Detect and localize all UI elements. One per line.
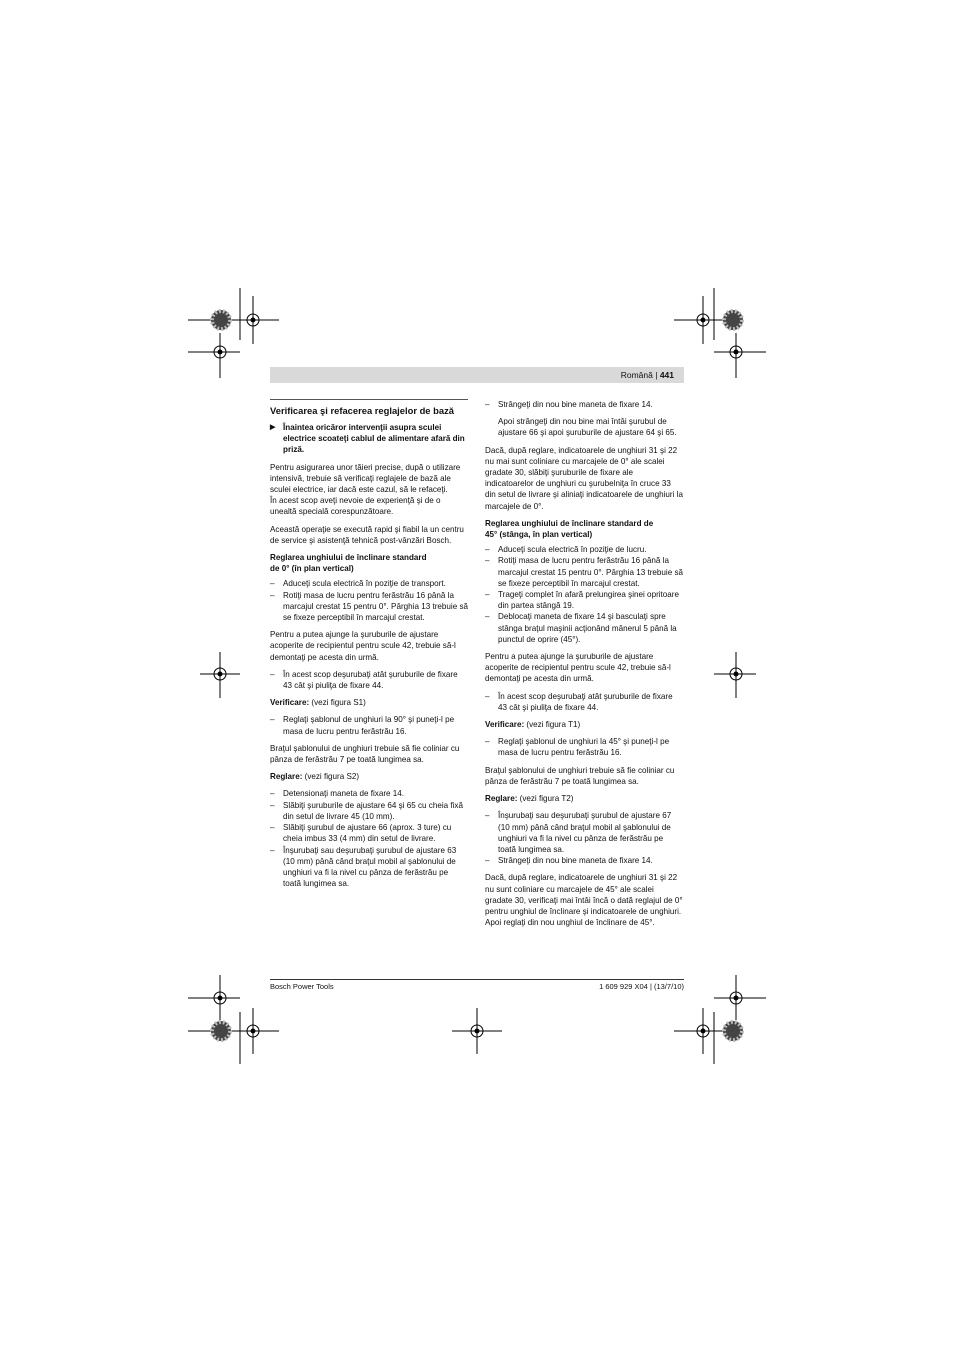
figure-ref: (vezi figura T2) bbox=[519, 794, 574, 804]
dash-bullet: – bbox=[485, 556, 490, 566]
step-list bbox=[270, 669, 468, 691]
header-language: Română bbox=[620, 370, 653, 380]
step-list bbox=[485, 399, 683, 410]
list-item-text: Înşurubaţi sau deşurubaţi şurubul de ajustare 67 (10 mm) până când braţul mobil al şablonului de unghiuri va fi la nivel cu pânza de ferăstrău pe toată lungimea sa. bbox=[498, 811, 672, 854]
figure-ref: (vezi figura T1) bbox=[526, 720, 581, 730]
list-item-text: Slăbiţi şuruburile de ajustare 64 şi 65 cu cheia fixă din setul de livrare 45 (10 mm). bbox=[283, 800, 463, 821]
list-item bbox=[270, 788, 468, 799]
step-continuation: Apoi strângeţi din nou bine mai întâi şurubul de ajustare 66 şi apoi şuruburile de ajustare 64 şi 65. bbox=[498, 417, 677, 438]
list-item-text: Strângeţi din nou bine maneta de fixare 14. bbox=[498, 856, 653, 866]
footer-doc-id: 1 609 929 X04 | (13/7/10) bbox=[599, 982, 684, 991]
dash-bullet: – bbox=[485, 545, 490, 555]
paragraph: Pentru a putea ajunge la şuruburile de ajustare acoperite de recipientul pentru scule 42, trebuie să-l demontaţi pe acesta din urmă. bbox=[270, 630, 456, 662]
step-list bbox=[485, 810, 683, 866]
list-item bbox=[270, 669, 468, 691]
paragraph: Pentru a putea ajunge la şuruburile de ajustare acoperite de recipientul pentru scule 42, trebuie să-l demontaţi pe acesta din urmă. bbox=[485, 652, 671, 684]
dash-bullet: – bbox=[270, 800, 275, 810]
list-item-text: Aduceţi scula electrică în poziţie de transport. bbox=[283, 579, 446, 589]
step-list bbox=[485, 736, 683, 758]
list-item-text: Detensionaţi maneta de fixare 14. bbox=[283, 789, 405, 799]
subsection-title bbox=[485, 518, 683, 540]
list-item bbox=[485, 855, 683, 866]
dash-bullet: – bbox=[485, 737, 490, 747]
paragraph: Braţul şablonului de unghiuri trebuie să fie coliniar cu pânza de ferăstrău 7 pe toată lungimea sa. bbox=[270, 743, 460, 765]
dash-bullet: – bbox=[270, 579, 275, 589]
step-list bbox=[485, 544, 683, 645]
list-item bbox=[485, 589, 683, 611]
list-item bbox=[270, 578, 468, 589]
page-number: 441 bbox=[659, 370, 674, 380]
subsection-title-line: 45° (stânga, în plan vertical) bbox=[485, 530, 593, 540]
header-separator: | bbox=[655, 370, 658, 380]
step-list bbox=[270, 578, 468, 623]
warning-list bbox=[270, 422, 468, 456]
subsection-title-line: Reglarea unghiului de înclinare standard de bbox=[485, 518, 654, 528]
list-item bbox=[485, 399, 683, 410]
step-list bbox=[485, 691, 683, 713]
dash-bullet: – bbox=[485, 856, 490, 866]
left-column bbox=[270, 399, 468, 895]
list-item bbox=[270, 822, 468, 844]
subsection-title-line: Reglarea unghiului de înclinare standard bbox=[270, 553, 427, 563]
dash-bullet: – bbox=[270, 789, 275, 799]
list-item-text: În acest scop deşurubaţi atât şuruburile de fixare 43 cât şi piuliţa de fixare 44. bbox=[498, 691, 673, 712]
list-item bbox=[270, 845, 468, 890]
column-rule bbox=[270, 399, 468, 400]
list-item-text: Rotiţi masa de lucru pentru ferăstrău 16 până la marcajul crestat 15 pentru 0°. Pârghia 13 trebuie să se fixeze perceptibil în marcajul crestat. bbox=[498, 556, 683, 588]
list-item-text: Înşurubaţi sau deşurubaţi şurubul de ajustare 63 (10 mm) până când braţul mobil al şablonului de unghiuri va fi la nivel cu pânza de ferăstrău pe toată lungimea sa. bbox=[283, 845, 457, 889]
list-item-text: Reglaţi şablonul de unghiuri la 45° şi puneţi-l pe masa de lucru pentru ferăstrău 16. bbox=[498, 737, 670, 758]
paragraph bbox=[270, 462, 468, 518]
label-verificare: Verificare: bbox=[270, 698, 310, 708]
paragraph: Dacă, după reglare, indicatoarele de unghiuri 31 şi 22 nu sunt coliniare cu marcajele de 45° ale scalei gradate 30, verificaţi mai întâi încă o dată reglajul de 0° pentru unghiul de înclinare şi indicatoarele de unghiuri. Apoi reglaţi din nou unghiul de înclinare de 45°. bbox=[485, 873, 683, 928]
list-item-text: Reglaţi şablonul de unghiuri la 90° şi puneţi-l pe masa de lucru pentru ferăstrău 16. bbox=[283, 715, 455, 736]
list-item-text: Slăbiţi şurubul de ajustare 66 (aprox. 3 ture) cu cheia imbus 33 (4 mm) din setul de livrare. bbox=[283, 823, 452, 844]
paragraph-text: În acest scop aveţi nevoie de experienţă şi de o unealtă specială corespunzătoare. bbox=[270, 496, 441, 517]
paragraph bbox=[485, 793, 683, 804]
list-item bbox=[485, 810, 683, 855]
paragraph-text: Pentru asigurarea unor tăieri precise, după o utilizare intensivă, trebuie să verificaţi reglajele de bază ale sculei electrice, iar dacă este cazul, să le refaceţi. bbox=[270, 462, 461, 495]
section-title: Verificarea şi refacerea reglajelor de bază bbox=[270, 405, 454, 416]
figure-ref: (vezi figura S1) bbox=[311, 698, 366, 708]
paragraph: Braţul şablonului de unghiuri trebuie să fie coliniar cu pânza de ferăstrău 7 pe toată lungimea sa. bbox=[485, 765, 675, 786]
dash-bullet: – bbox=[485, 612, 490, 622]
paragraph: Această operaţie se execută rapid şi fiabil la un centru de service şi asistenţă tehnică post-vânzări Bosch. bbox=[270, 524, 464, 545]
dash-bullet: – bbox=[270, 823, 275, 833]
paragraph: Dacă, după reglare, indicatoarele de unghiuri 31 şi 22 nu mai sunt coliniare cu marcajele de 0° ale scalei gradate 30, slăbiţi şuruburile de fixare ale indicatoarelor de unghiuri cu şurubelniţa în cruce 33 din setul de livrare şi aliniaţi indicatoarele de unghiuri la marcajele de 0°. bbox=[485, 445, 683, 511]
arrow-icon: ▶ bbox=[270, 424, 276, 431]
page-header bbox=[621, 369, 674, 381]
list-item bbox=[485, 691, 683, 713]
list-item bbox=[485, 611, 683, 645]
list-item bbox=[485, 736, 683, 758]
dash-bullet: – bbox=[485, 590, 490, 600]
list-item-text: Rotiţi masa de lucru pentru ferăstrău 16 până la marcajul crestat 15 pentru 0°. Pârghia 13 trebuie să se fixeze perceptibil în marcajul crestat. bbox=[283, 590, 468, 623]
right-column bbox=[485, 399, 683, 934]
dash-bullet: – bbox=[485, 400, 490, 409]
list-item bbox=[270, 800, 468, 822]
list-item-text: Strângeţi din nou bine maneta de fixare 14. bbox=[498, 400, 653, 409]
dash-bullet: – bbox=[485, 691, 490, 701]
header-bar bbox=[270, 367, 684, 383]
label-reglare: Reglare: bbox=[485, 794, 518, 804]
list-item-text: Deblocaţi maneta de fixare 14 şi basculaţi spre stânga braţul maşinii acţionând mânerul 5 până la punctul de oprire (45°). bbox=[498, 612, 677, 644]
list-item-text: Aduceţi scula electrică în poziţie de lucru. bbox=[498, 545, 647, 555]
list-item bbox=[485, 544, 683, 555]
list-item-text: Trageţi complet în afară prelungirea şinei opritoare din partea stângă 19. bbox=[498, 590, 680, 611]
list-item-text: În acest scop deşurubaţi atât şuruburile de fixare 43 cât şi piuliţa de fixare 44. bbox=[283, 669, 458, 691]
label-verificare: Verificare: bbox=[485, 720, 525, 730]
footer-rule bbox=[270, 979, 684, 980]
list-item bbox=[485, 555, 683, 589]
dash-bullet: – bbox=[270, 669, 275, 679]
paragraph bbox=[270, 771, 468, 782]
list-item bbox=[270, 714, 468, 736]
footer-brand: Bosch Power Tools bbox=[270, 982, 334, 991]
dash-bullet: – bbox=[485, 811, 490, 821]
warning-item bbox=[270, 422, 468, 456]
subsection-title bbox=[270, 552, 468, 574]
dash-bullet: – bbox=[270, 845, 275, 855]
paragraph bbox=[270, 697, 468, 708]
figure-ref: (vezi figura S2) bbox=[304, 772, 360, 782]
dash-bullet: – bbox=[270, 590, 275, 600]
step-list bbox=[270, 714, 468, 736]
list-item bbox=[270, 590, 468, 624]
label-reglare: Reglare: bbox=[270, 772, 303, 782]
paragraph bbox=[485, 719, 683, 730]
subsection-title-line: de 0° (în plan vertical) bbox=[270, 564, 354, 574]
dash-bullet: – bbox=[270, 715, 275, 725]
step-list bbox=[270, 788, 468, 889]
warning-text: Înaintea oricăror intervenţii asupra sculei electrice scoateţi cablul de alimentare afară din priză. bbox=[283, 423, 465, 455]
